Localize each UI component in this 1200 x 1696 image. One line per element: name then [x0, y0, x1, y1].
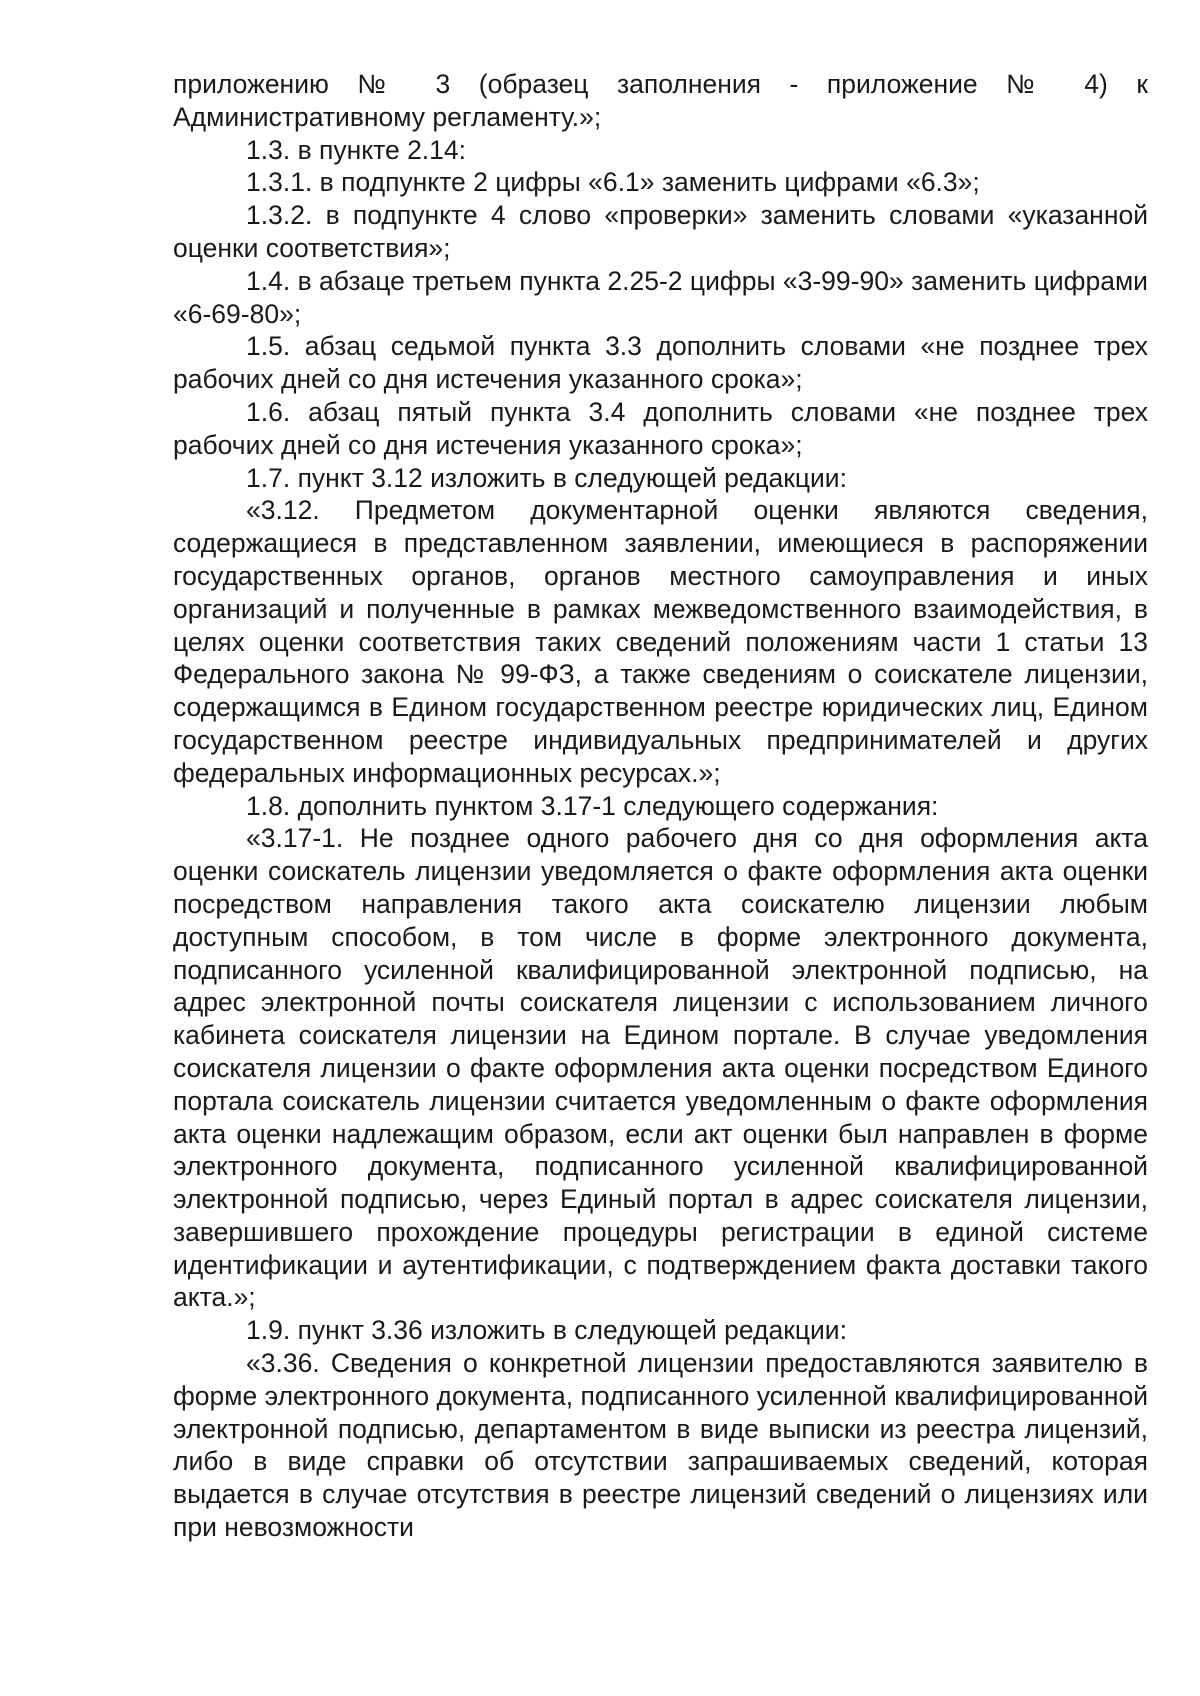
- paragraph-continuation: приложению № 3 (образец заполнения - приложение № 4) к Административному регламенту.»;: [173, 69, 1148, 132]
- paragraph-item-1-4: 1.4. в абзаце третьем пункта 2.25-2 цифры «3-99-90» заменить цифрами «6-69-80»;: [173, 265, 1148, 329]
- paragraph-item-1-8: 1.8. дополнить пунктом 3.17-1 следующего содержания:: [246, 790, 939, 821]
- paragraph-quote-3-12: «3.12. Предметом документарной оценки являются сведения, содержащиеся в представленном заявлении, имеющиеся в распоряжении государственных органов, органов местного самоуправления и иных организаций и полученные в рамках межведомственного взаимодействия, в целях оценки соответствия таких сведений положениям части 1 статьи 13 Федерального закона № 99-ФЗ, а также сведениям о соискателе лицензии, содержащимся в Едином государственном реестре юридических лиц, Едином государственном реестре индивидуальных предпринимателей и других федеральных информационных ресурсах.»;: [173, 495, 1148, 788]
- paragraph-item-1-3-2: 1.3.2. в подпункте 4 слово «проверки» заменить словами «указанной оценки соответствия»;: [173, 200, 1148, 263]
- paragraph-item-1-7: 1.7. пункт 3.12 изложить в следующей редакции:: [246, 462, 847, 493]
- paragraph-item-1-9: 1.9. пункт 3.36 изложить в следующей редакции:: [246, 1315, 847, 1346]
- paragraph-item-1-6: 1.6. абзац пятый пункта 3.4 дополнить словами «не позднее трех рабочих дней со дня истечения указанного срока»;: [173, 396, 1148, 460]
- paragraph-quote-3-17-1: «3.17-1. Не позднее одного рабочего дня со дня оформления акта оценки соискатель лицензии уведомляется о факте оформления акта оценки посредством направления такого акта соискателю лицензии любым доступным способом, в том числе в форме электронного документа, подписанного усиленной квалифицированной электронной подписью, на адрес электронной почты соискателя лицензии с использованием личного кабинета соискателя лицензии на Едином портале. В случае уведомления соискателя лицензии о факте оформления акта оценки посредством Единого портала соискатель лицензии считается уведомленным о факте оформления акта оценки надлежащим образом, если акт оценки был направлен в форме электронного документа, подписанного усиленной квалифицированной электронной подписью, через Единый портал в адрес соискателя лицензии, завершившего прохождение процедуры регистрации в единой системе идентификации и аутентификации, с подтверждением факта доставки такого акта.»;: [173, 823, 1148, 1313]
- paragraph-quote-3-36: «3.36. Сведения о конкретной лицензии предоставляются заявителю в форме электронного документа, подписанного усиленной квалифицированной электронной подписью, департаментом в виде выписки из реестра лицензий, либо в виде справки об отсутствии запрашиваемых сведений, которая выдается в случае отсутствия в реестре лицензий сведений о лицензиях или при невозможности: [173, 1348, 1148, 1543]
- paragraph-item-1-3-1: 1.3.1. в подпункте 2 цифры «6.1» заменить цифрами «6.3»;: [246, 167, 980, 198]
- paragraph-item-1-3: 1.3. в пункте 2.14:: [246, 134, 467, 165]
- document-page: [173, 68, 1148, 1544]
- paragraph-item-1-5: 1.5. абзац седьмой пункта 3.3 дополнить словами «не позднее трех рабочих дней со дня истечения указанного срока»;: [173, 331, 1148, 395]
